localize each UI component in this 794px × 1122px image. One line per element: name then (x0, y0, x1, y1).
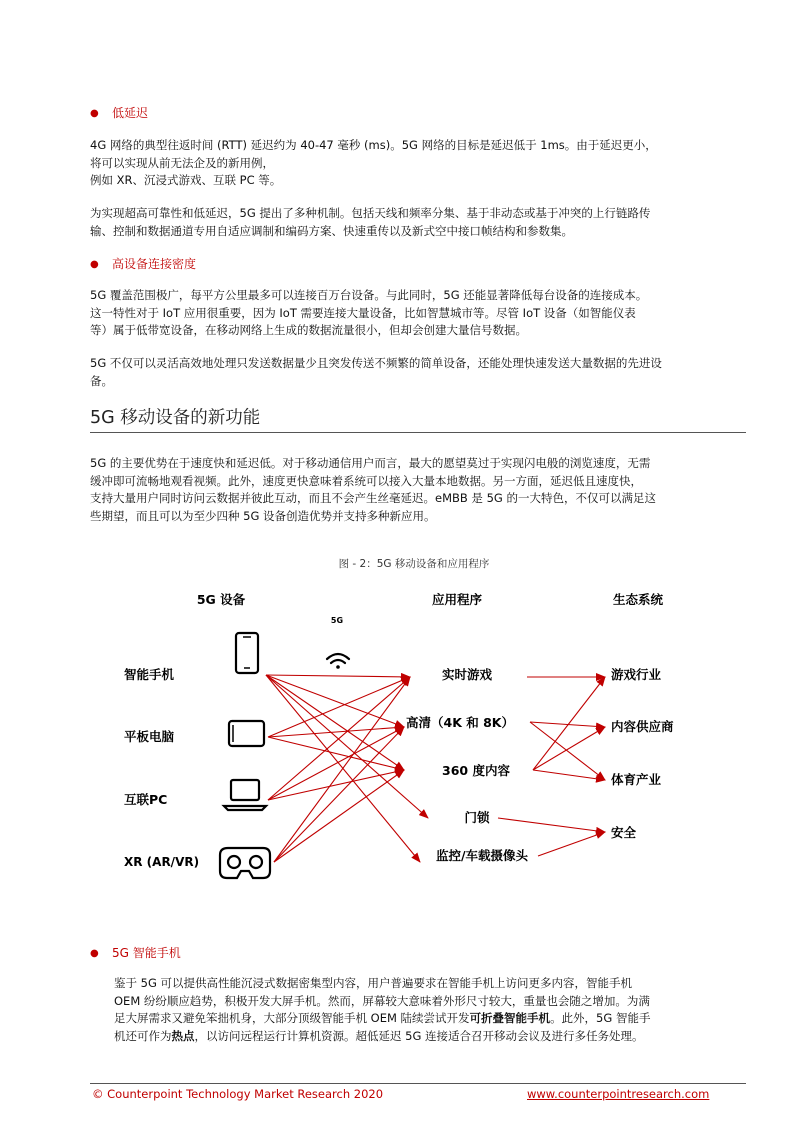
arrow (533, 727, 605, 770)
column-header-ecosystem: 生态系统 (612, 592, 664, 607)
text-line: 5G 不仅可以灵活高效地处理只发送数据量少且突发传送不频繁的简单设备，还能处理快速发送大量数据的先进设 (90, 356, 662, 370)
arrow (266, 675, 404, 770)
device-label: XR (AR/VR) (124, 855, 200, 869)
laptop-icon (224, 780, 266, 810)
arrow (268, 737, 404, 770)
text-line: 输、控制和数据通道专用自适应调制和编码方案、快速重传以及新式空中接口帧结构和参数集。 (90, 223, 573, 238)
device-label: 平板电脑 (124, 729, 175, 744)
text-line: OEM 纷纷顺应趋势，积极开发大屏手机。然而，屏幕较大意味着外形尺寸较大，重量也会随之增加。为满 (114, 993, 650, 1008)
arrow (498, 818, 605, 832)
text-line: 备。 (90, 373, 113, 388)
bullet-dot: ● (90, 259, 99, 270)
app-label: 高清（4K 和 8K） (406, 715, 514, 730)
smartphone-icon (236, 633, 258, 673)
device-label: 互联PC (124, 792, 168, 807)
bullet-label: 5G 智能手机 (112, 946, 181, 960)
wifi-signal-icon (327, 654, 349, 669)
text-line: 4G 网络的典型往返时间 (RTT) 延迟约为 40-47 毫秒 (ms)。5G 网络的目标是延迟低于 1ms。由于延迟更小， (90, 138, 657, 152)
arrow (538, 832, 605, 856)
figure-caption: 图 - 2：5G 移动设备和应用程序 (338, 558, 490, 570)
bullet-dot: ● (90, 948, 99, 959)
text-run: ，以访问远程运行计算机资源。超低延迟 5G 连接适合召开移动会议及进行多任务处理。 (194, 1028, 644, 1043)
text-line: 鉴于 5G 可以提供高性能沉浸式数据密集型内容，用户普遍要求在智能手机上访问更多内容，智能手机 (114, 976, 633, 990)
column-header-devices: 5G 设备 (196, 592, 246, 607)
footer-website-link[interactable]: www.counterpointresearch.com (527, 1087, 710, 1101)
bullet-dot: ● (90, 108, 99, 119)
text-line: 这一特性对于 IoT 应用很重要，因为 IoT 需要连接大量设备，比如智慧城市等。尽管 IoT 设备（如智能仪表 (90, 305, 636, 320)
bold-term-hotspot: 热点 (171, 1028, 195, 1043)
app-label: 360 度内容 (442, 763, 510, 778)
paragraph-smartphone (114, 975, 650, 1045)
footer-copyright: © Counterpoint Technology Market Research 2020 (92, 1087, 384, 1101)
app-label: 监控/车载摄像头 (435, 848, 529, 863)
ecosystem-label: 安全 (611, 825, 637, 840)
bullet-5g-smartphone (90, 944, 181, 963)
footer-divider (90, 1083, 746, 1084)
arrow (266, 675, 410, 677)
text-line: 支持大量用户同时访问云数据并彼此互动，而且不会产生丝毫延迟。eMBB 是 5G 的一大特色，不仅可以满足这 (90, 491, 656, 505)
tablet-icon (229, 721, 264, 746)
text-run: 机还可作为 (114, 1028, 172, 1043)
text-line: 些期望，而且可以为至少四种 5G 设备创造优势并支持多种新应用。 (90, 508, 436, 523)
arrow (268, 727, 404, 800)
text-line: 例如 XR、沉浸式游戏、互联 PC 等。 (90, 173, 282, 187)
text-run: 足大屏需求又避免笨拙机身，大部分顶级智能手机 OEM 陆续尝试开发 (114, 1011, 470, 1025)
text-line: 为实现超高可靠性和低延迟，5G 提出了多种机制。包括天线和频率分集、基于非动态或基于冲突的上行链路传 (90, 206, 651, 220)
ecosystem-label: 游戏行业 (611, 667, 662, 682)
text-line (114, 1010, 650, 1028)
arrow (274, 677, 410, 862)
text-line: 将可以实现从前无法企及的新用例， (90, 155, 274, 170)
vr-headset-icon (220, 848, 270, 878)
text-line: 5G 的主要优势在于速度快和延迟低。对于移动通信用户而言，最大的愿望莫过于实现闪电般的浏览速度，无需 (90, 456, 651, 470)
text-line: 等）属于低带宽设备，在移动网络上生成的数据流量很小，但却会创建大量信号数据。 (90, 323, 527, 337)
text-line: 5G 覆盖范围极广，每平方公里最多可以连接百万台设备。与此同时，5G 还能显著降低每台设备的连接成本。 (90, 288, 648, 302)
ecosystem-label: 内容供应商 (611, 719, 674, 734)
text-line: 缓冲即可流畅地观看视频。此外，速度更快意味着系统可以接入大量本地数据。另一方面，延迟低且速度快， (90, 473, 642, 488)
connection-arrows (266, 675, 605, 862)
arrow (266, 675, 428, 818)
app-label: 门锁 (464, 810, 490, 825)
text-run: 。此外，5G 智能手 (550, 1011, 651, 1025)
arrow (533, 677, 605, 770)
bullet-label: 低延迟 (112, 106, 149, 120)
bullet-label: 高设备连接密度 (112, 257, 197, 271)
section-heading: 5G 移动设备的新功能 (90, 406, 746, 433)
device-label: 智能手机 (124, 667, 175, 682)
text-line (114, 1028, 650, 1046)
column-header-apps: 应用程序 (431, 592, 483, 607)
signal-5g-label: 5G (330, 616, 344, 625)
app-label: 实时游戏 (441, 667, 493, 682)
bold-term-foldable: 可折叠智能手机 (469, 1011, 551, 1025)
ecosystem-label: 体育产业 (611, 772, 662, 787)
